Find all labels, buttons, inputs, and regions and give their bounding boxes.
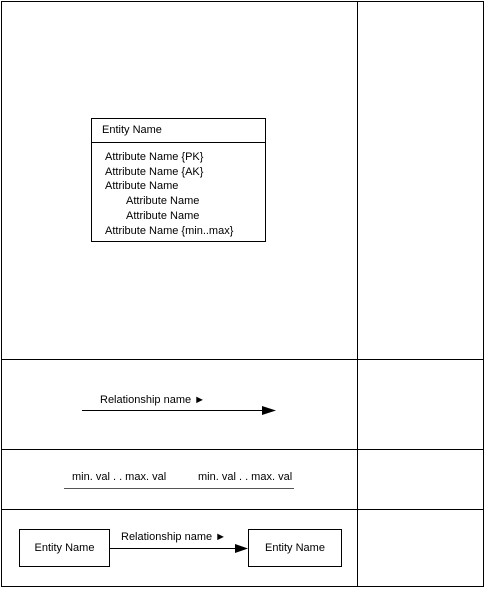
multiplicity-right: min. val . . max. val — [198, 471, 293, 483]
entity-box — [91, 118, 266, 242]
binary-relationship-label: Relationship name ► — [121, 531, 227, 543]
multiplicity-left: min. val . . max. val — [72, 471, 167, 483]
right-entity-name: Entity Name — [265, 542, 325, 554]
entity-header — [92, 119, 265, 143]
attribute-composite: Attribute Name — [105, 180, 179, 192]
attribute-pk: Attribute Name {PK} — [105, 151, 204, 163]
attribute-component-2: Attribute Name — [126, 210, 200, 222]
attribute-multivalued: Attribute Name {min..max} — [105, 225, 234, 237]
arrowhead-icon — [262, 406, 276, 415]
right-entity-box — [248, 529, 342, 567]
attribute-component-1: Attribute Name — [126, 195, 200, 207]
attribute-ak: Attribute Name {AK} — [105, 166, 204, 178]
arrowhead-icon — [235, 544, 248, 553]
table-border — [2, 2, 484, 587]
left-entity-box — [19, 529, 110, 567]
entity-name: Entity Name — [102, 124, 162, 136]
relationship-label: Relationship name ► — [100, 394, 206, 406]
left-entity-name: Entity Name — [34, 542, 95, 554]
